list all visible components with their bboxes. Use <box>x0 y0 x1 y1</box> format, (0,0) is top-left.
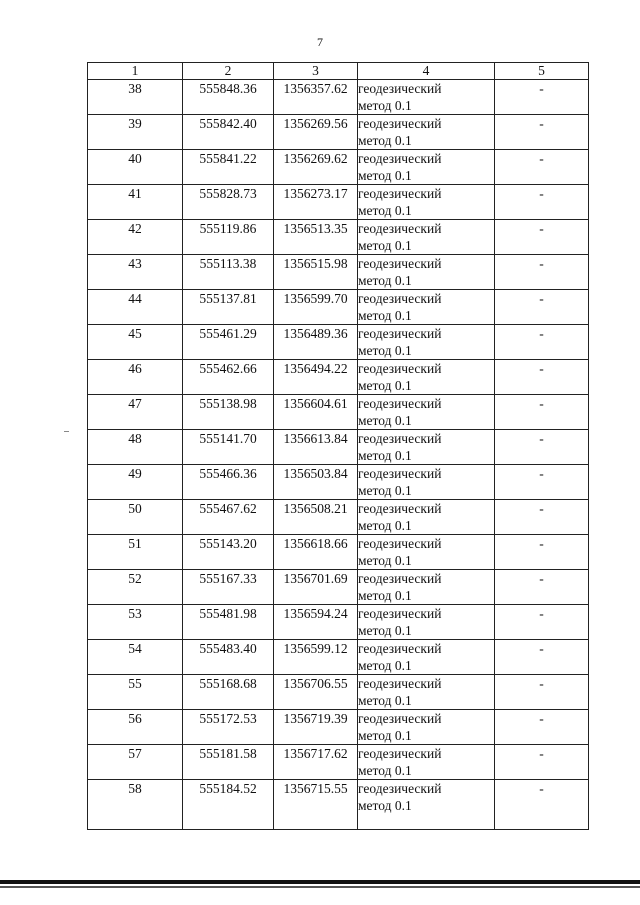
table-row <box>88 465 589 500</box>
note-cell: - <box>495 395 589 430</box>
point-number-cell: 43 <box>88 255 183 290</box>
method-cell <box>358 745 495 780</box>
method-line: метод 0.1 <box>358 133 412 148</box>
y-coordinate-cell: 1356489.36 <box>274 325 358 360</box>
table-row <box>88 395 589 430</box>
method-line: метод 0.1 <box>358 763 412 778</box>
x-coordinate-cell: 555137.81 <box>183 290 274 325</box>
table-row <box>88 780 589 830</box>
method-cell <box>358 185 495 220</box>
y-coordinate-cell: 1356503.84 <box>274 465 358 500</box>
y-coordinate-cell: 1356618.66 <box>274 535 358 570</box>
y-coordinate-cell: 1356701.69 <box>274 570 358 605</box>
method-cell <box>358 360 495 395</box>
y-coordinate-cell: 1356508.21 <box>274 500 358 535</box>
point-number-cell: 42 <box>88 220 183 255</box>
point-number-cell: 49 <box>88 465 183 500</box>
table-row <box>88 535 589 570</box>
method-line: метод 0.1 <box>358 553 412 568</box>
method-cell <box>358 255 495 290</box>
note-cell: - <box>495 185 589 220</box>
column-header-1: 1 <box>88 63 183 80</box>
point-number-cell: 47 <box>88 395 183 430</box>
scan-mark <box>64 431 69 432</box>
method-line: метод 0.1 <box>358 308 412 323</box>
x-coordinate-cell: 555172.53 <box>183 710 274 745</box>
point-number-cell: 46 <box>88 360 183 395</box>
x-coordinate-cell: 555138.98 <box>183 395 274 430</box>
method-line: геодезический <box>358 711 442 726</box>
note-cell: - <box>495 780 589 830</box>
method-line: метод 0.1 <box>358 798 412 813</box>
column-header-5: 5 <box>495 63 589 80</box>
y-coordinate-cell: 1356273.17 <box>274 185 358 220</box>
point-number-cell: 50 <box>88 500 183 535</box>
table-row <box>88 360 589 395</box>
method-cell <box>358 290 495 325</box>
point-number-cell: 41 <box>88 185 183 220</box>
method-line: геодезический <box>358 641 442 656</box>
note-cell: - <box>495 325 589 360</box>
point-number-cell: 52 <box>88 570 183 605</box>
method-cell <box>358 150 495 185</box>
method-line: геодезический <box>358 431 442 446</box>
table-body <box>88 80 589 830</box>
x-coordinate-cell: 555841.22 <box>183 150 274 185</box>
point-number-cell: 40 <box>88 150 183 185</box>
note-cell: - <box>495 570 589 605</box>
column-header-4: 4 <box>358 63 495 80</box>
x-coordinate-cell: 555167.33 <box>183 570 274 605</box>
table-row <box>88 640 589 675</box>
method-line: метод 0.1 <box>358 623 412 638</box>
method-line: метод 0.1 <box>358 483 412 498</box>
method-cell <box>358 675 495 710</box>
x-coordinate-cell: 555113.38 <box>183 255 274 290</box>
y-coordinate-cell: 1356269.56 <box>274 115 358 150</box>
table-row <box>88 290 589 325</box>
note-cell: - <box>495 710 589 745</box>
method-line: геодезический <box>358 606 442 621</box>
point-number-cell: 58 <box>88 780 183 830</box>
table-row <box>88 500 589 535</box>
x-coordinate-cell: 555828.73 <box>183 185 274 220</box>
y-coordinate-cell: 1356604.61 <box>274 395 358 430</box>
bottom-rule <box>0 880 640 884</box>
note-cell: - <box>495 465 589 500</box>
point-number-cell: 55 <box>88 675 183 710</box>
y-coordinate-cell: 1356613.84 <box>274 430 358 465</box>
x-coordinate-cell: 555481.98 <box>183 605 274 640</box>
note-cell: - <box>495 150 589 185</box>
method-cell <box>358 465 495 500</box>
note-cell: - <box>495 430 589 465</box>
x-coordinate-cell: 555848.36 <box>183 80 274 115</box>
table-row <box>88 150 589 185</box>
x-coordinate-cell: 555184.52 <box>183 780 274 830</box>
y-coordinate-cell: 1356715.55 <box>274 780 358 830</box>
point-number-cell: 56 <box>88 710 183 745</box>
x-coordinate-cell: 555141.70 <box>183 430 274 465</box>
method-line: геодезический <box>358 571 442 586</box>
table-row <box>88 185 589 220</box>
method-line: геодезический <box>358 81 442 96</box>
y-coordinate-cell: 1356599.70 <box>274 290 358 325</box>
x-coordinate-cell: 555181.58 <box>183 745 274 780</box>
table-row <box>88 675 589 710</box>
table-row <box>88 710 589 745</box>
table-row <box>88 80 589 115</box>
method-line: геодезический <box>358 746 442 761</box>
method-line: метод 0.1 <box>358 588 412 603</box>
method-line: геодезический <box>358 291 442 306</box>
column-header-2: 2 <box>183 63 274 80</box>
note-cell: - <box>495 675 589 710</box>
method-line: геодезический <box>358 151 442 166</box>
method-line: метод 0.1 <box>358 448 412 463</box>
point-number-cell: 48 <box>88 430 183 465</box>
table-row <box>88 430 589 465</box>
note-cell: - <box>495 535 589 570</box>
y-coordinate-cell: 1356594.24 <box>274 605 358 640</box>
note-cell: - <box>495 500 589 535</box>
table-row <box>88 115 589 150</box>
method-line: геодезический <box>358 396 442 411</box>
note-cell: - <box>495 745 589 780</box>
method-cell <box>358 570 495 605</box>
method-cell <box>358 115 495 150</box>
method-cell <box>358 500 495 535</box>
method-line: геодезический <box>358 326 442 341</box>
y-coordinate-cell: 1356269.62 <box>274 150 358 185</box>
y-coordinate-cell: 1356515.98 <box>274 255 358 290</box>
method-line: геодезический <box>358 186 442 201</box>
point-number-cell: 53 <box>88 605 183 640</box>
x-coordinate-cell: 555467.62 <box>183 500 274 535</box>
point-number-cell: 38 <box>88 80 183 115</box>
bottom-rule-secondary <box>0 886 640 888</box>
y-coordinate-cell: 1356357.62 <box>274 80 358 115</box>
method-line: геодезический <box>358 466 442 481</box>
note-cell: - <box>495 360 589 395</box>
method-cell <box>358 640 495 675</box>
method-line: геодезический <box>358 536 442 551</box>
column-header-3: 3 <box>274 63 358 80</box>
method-line: геодезический <box>358 676 442 691</box>
method-line: метод 0.1 <box>358 168 412 183</box>
x-coordinate-cell: 555143.20 <box>183 535 274 570</box>
note-cell: - <box>495 80 589 115</box>
method-line: метод 0.1 <box>358 98 412 113</box>
method-line: геодезический <box>358 501 442 516</box>
method-cell <box>358 605 495 640</box>
method-line: геодезический <box>358 221 442 236</box>
x-coordinate-cell: 555466.36 <box>183 465 274 500</box>
method-line: метод 0.1 <box>358 378 412 393</box>
method-cell <box>358 395 495 430</box>
table-header <box>88 63 589 80</box>
method-line: геодезический <box>358 781 442 796</box>
coordinates-table <box>87 62 589 830</box>
y-coordinate-cell: 1356494.22 <box>274 360 358 395</box>
method-cell <box>358 780 495 830</box>
note-cell: - <box>495 640 589 675</box>
x-coordinate-cell: 555461.29 <box>183 325 274 360</box>
note-cell: - <box>495 220 589 255</box>
y-coordinate-cell: 1356599.12 <box>274 640 358 675</box>
x-coordinate-cell: 555119.86 <box>183 220 274 255</box>
method-cell <box>358 535 495 570</box>
note-cell: - <box>495 115 589 150</box>
method-line: геодезический <box>358 116 442 131</box>
table-row <box>88 605 589 640</box>
point-number-cell: 57 <box>88 745 183 780</box>
y-coordinate-cell: 1356717.62 <box>274 745 358 780</box>
method-line: метод 0.1 <box>358 693 412 708</box>
table-row <box>88 220 589 255</box>
method-line: метод 0.1 <box>358 203 412 218</box>
method-cell <box>358 430 495 465</box>
point-number-cell: 54 <box>88 640 183 675</box>
point-number-cell: 44 <box>88 290 183 325</box>
method-line: метод 0.1 <box>358 238 412 253</box>
method-line: геодезический <box>358 361 442 376</box>
method-line: метод 0.1 <box>358 273 412 288</box>
method-cell <box>358 325 495 360</box>
method-cell <box>358 80 495 115</box>
method-line: геодезический <box>358 256 442 271</box>
note-cell: - <box>495 605 589 640</box>
point-number-cell: 45 <box>88 325 183 360</box>
method-line: метод 0.1 <box>358 413 412 428</box>
table-row <box>88 255 589 290</box>
x-coordinate-cell: 555168.68 <box>183 675 274 710</box>
point-number-cell: 51 <box>88 535 183 570</box>
method-line: метод 0.1 <box>358 658 412 673</box>
y-coordinate-cell: 1356513.35 <box>274 220 358 255</box>
method-line: метод 0.1 <box>358 728 412 743</box>
note-cell: - <box>495 290 589 325</box>
x-coordinate-cell: 555462.66 <box>183 360 274 395</box>
page-number: 7 <box>317 35 323 49</box>
y-coordinate-cell: 1356719.39 <box>274 710 358 745</box>
method-cell <box>358 220 495 255</box>
table-row <box>88 570 589 605</box>
x-coordinate-cell: 555842.40 <box>183 115 274 150</box>
note-cell: - <box>495 255 589 290</box>
x-coordinate-cell: 555483.40 <box>183 640 274 675</box>
header-row <box>88 63 589 80</box>
method-line: метод 0.1 <box>358 518 412 533</box>
method-cell <box>358 710 495 745</box>
y-coordinate-cell: 1356706.55 <box>274 675 358 710</box>
table-row <box>88 325 589 360</box>
method-line: метод 0.1 <box>358 343 412 358</box>
point-number-cell: 39 <box>88 115 183 150</box>
table-row <box>88 745 589 780</box>
